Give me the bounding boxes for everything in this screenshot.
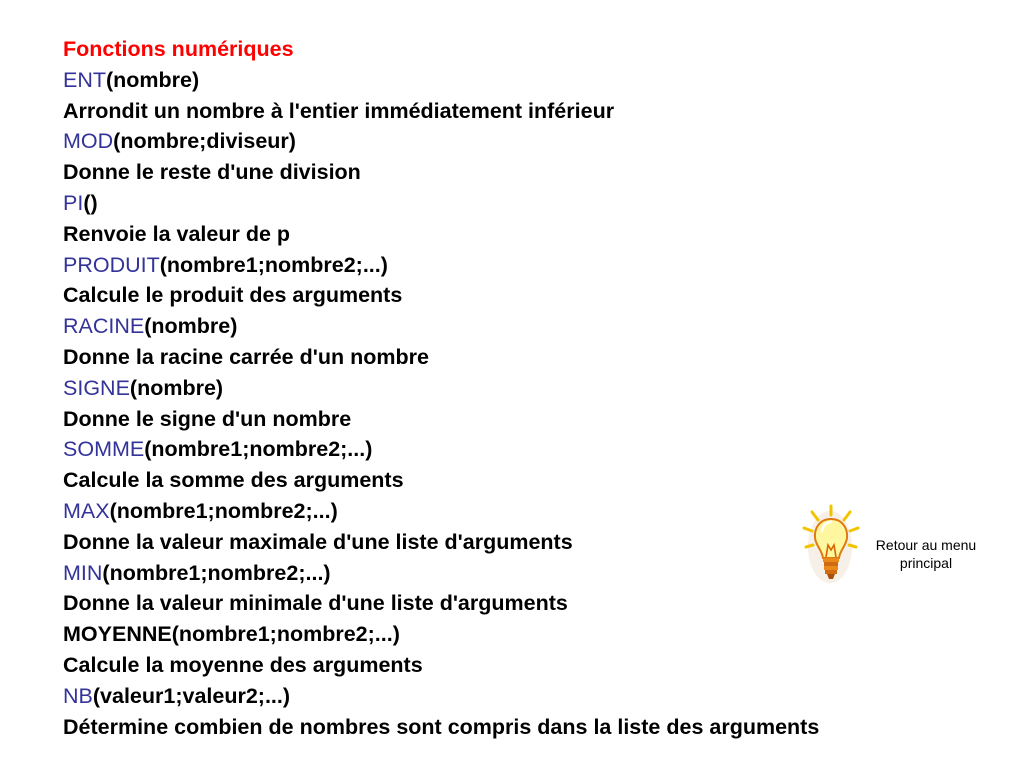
function-signature bbox=[63, 250, 1003, 281]
function-args: (nombre) bbox=[129, 375, 224, 400]
function-description: Renvoie la valeur de p bbox=[63, 221, 291, 246]
function-description: Calcule la somme des arguments bbox=[63, 468, 404, 493]
function-description: Donne la valeur maximale d'une liste d'arguments bbox=[63, 529, 573, 554]
return-to-main-menu-label[interactable] bbox=[860, 536, 992, 572]
function-description: Arrondit un nombre à l'entier immédiatement inférieur bbox=[63, 98, 615, 123]
function-args: (nombre) bbox=[106, 67, 200, 92]
function-name: SIGNE bbox=[63, 375, 130, 400]
function-name: RACINE bbox=[63, 314, 145, 339]
function-signature bbox=[63, 65, 1003, 96]
function-args: (valeur1;valeur2;...) bbox=[92, 683, 291, 708]
function-args: MOYENNE(nombre1;nombre2;...) bbox=[63, 622, 400, 647]
function-name: PRODUIT bbox=[63, 252, 160, 277]
function-description: Donne le reste d'une division bbox=[63, 160, 361, 185]
lightbulb-icon[interactable] bbox=[802, 503, 864, 587]
return-label-line-1: Retour au menu bbox=[875, 537, 977, 553]
function-args: (nombre;diviseur) bbox=[113, 129, 296, 154]
return-to-main-menu-link[interactable] bbox=[802, 503, 992, 587]
function-args: (nombre1;nombre2;...) bbox=[109, 498, 338, 523]
function-signature bbox=[63, 373, 1003, 404]
function-signature bbox=[63, 188, 1003, 219]
function-name: PI bbox=[63, 190, 84, 215]
function-args: (nombre1;nombre2;...) bbox=[102, 560, 331, 585]
function-signature bbox=[63, 619, 1003, 650]
function-args: (nombre) bbox=[144, 314, 238, 339]
function-name: ENT bbox=[63, 67, 106, 92]
function-signature bbox=[63, 126, 1003, 157]
function-name: NB bbox=[63, 683, 93, 708]
function-description: Détermine combien de nombres sont compris dans la liste des arguments bbox=[63, 714, 820, 739]
function-description: Calcule la moyenne des arguments bbox=[63, 652, 423, 677]
return-label-line-2: principal bbox=[899, 555, 953, 571]
function-signature bbox=[63, 311, 1003, 342]
function-name: SOMME bbox=[63, 437, 145, 462]
function-description: Donne la racine carrée d'un nombre bbox=[63, 344, 429, 369]
function-signature bbox=[63, 681, 1003, 712]
function-name: MAX bbox=[63, 498, 110, 523]
function-args: () bbox=[83, 190, 98, 215]
function-description: Donne la valeur minimale d'une liste d'arguments bbox=[63, 591, 568, 616]
function-name: MIN bbox=[63, 560, 103, 585]
function-description: Calcule le produit des arguments bbox=[63, 283, 403, 308]
function-args: (nombre1;nombre2;...) bbox=[144, 437, 373, 462]
slide-title: Fonctions numériques bbox=[63, 37, 294, 61]
function-args: (nombre1;nombre2;...) bbox=[159, 252, 388, 277]
function-signature bbox=[63, 434, 1003, 465]
function-name: MOD bbox=[63, 129, 114, 154]
slide-content bbox=[63, 34, 1003, 742]
function-description: Donne le signe d'un nombre bbox=[63, 406, 352, 431]
